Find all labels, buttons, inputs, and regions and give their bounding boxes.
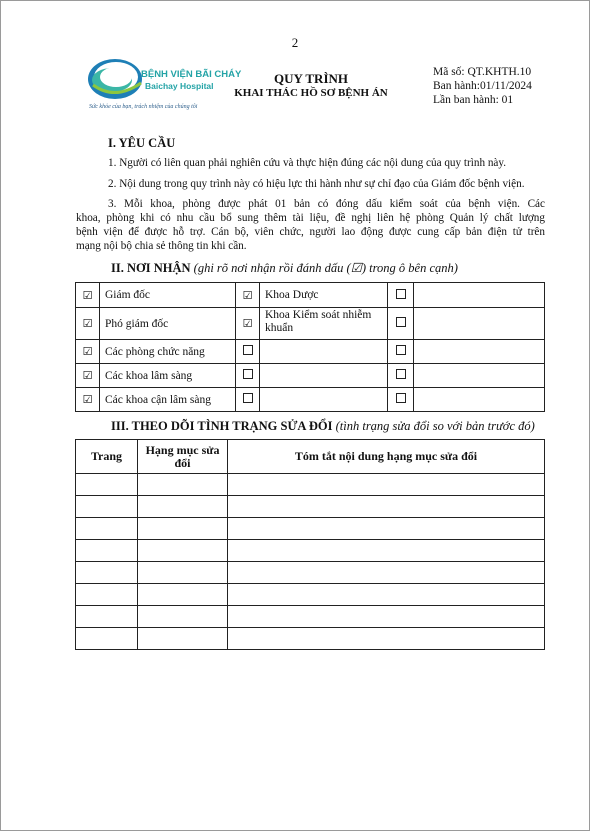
recipient-row xyxy=(76,364,545,388)
revision-col-page: Trang xyxy=(76,440,138,474)
empty-checkbox[interactable] xyxy=(236,340,260,364)
section2-heading: II. NƠI NHẬN xyxy=(111,261,191,275)
section1-paragraph1: 1. Người có liên quan phải nghiên cứu và thực hiện đúng các nội dung của quy trình này. xyxy=(108,157,507,169)
checkbox-square-icon xyxy=(243,393,253,403)
recipient-row xyxy=(76,388,545,412)
section3-heading: III. THEO DÕI TÌNH TRẠNG SỬA ĐỔI xyxy=(111,419,333,433)
revision-cell[interactable] xyxy=(76,518,138,540)
recipient-row xyxy=(76,283,545,308)
revision-row xyxy=(76,562,545,584)
doc-code: Mã số: QT.KHTH.10 xyxy=(433,66,532,78)
revision-header-row xyxy=(76,440,545,474)
revision-row xyxy=(76,606,545,628)
revision-cell[interactable] xyxy=(228,474,545,496)
recipient-label xyxy=(414,364,545,388)
recipient-label: Các khoa cận lâm sàng xyxy=(100,388,236,412)
revision-table-body xyxy=(76,474,545,650)
checked-checkbox[interactable]: ☑ xyxy=(76,388,100,412)
logo-name-line1: BỆNH VIỆN BÃI CHÁY xyxy=(141,69,242,80)
empty-checkbox[interactable] xyxy=(236,388,260,412)
recipient-label xyxy=(414,308,545,340)
checked-checkbox[interactable]: ☑ xyxy=(76,283,100,308)
revision-cell[interactable] xyxy=(228,562,545,584)
checked-checkbox[interactable]: ☑ xyxy=(236,308,260,340)
checked-checkbox[interactable]: ☑ xyxy=(76,308,100,340)
checkbox-square-icon xyxy=(396,289,406,299)
recipient-label: Phó giám đốc xyxy=(100,308,236,340)
revision-cell[interactable] xyxy=(76,496,138,518)
doc-revision: Lần ban hành: 01 xyxy=(433,94,514,106)
section1-paragraph3-line4: mạng nội bộ chia sẻ thông tin khi cần. xyxy=(76,240,247,252)
empty-checkbox[interactable] xyxy=(388,340,414,364)
section3-heading-line xyxy=(111,419,535,434)
checkbox-square-icon xyxy=(243,345,253,355)
revision-row xyxy=(76,540,545,562)
revision-col-item: Hạng mục sửa đổi xyxy=(138,440,228,474)
section1-heading: I. YÊU CẦU xyxy=(108,136,176,150)
revision-cell[interactable] xyxy=(76,628,138,650)
recipient-label xyxy=(260,340,388,364)
revision-row xyxy=(76,584,545,606)
revision-row xyxy=(76,518,545,540)
revision-row xyxy=(76,496,545,518)
checkbox-square-icon xyxy=(396,317,406,327)
logo-slogan: Sức khỏe của bạn, trách nhiệm của chúng tôi xyxy=(89,104,198,110)
revision-table xyxy=(75,439,545,650)
revision-row xyxy=(76,628,545,650)
revision-cell[interactable] xyxy=(76,474,138,496)
revision-cell[interactable] xyxy=(76,540,138,562)
revision-cell[interactable] xyxy=(76,562,138,584)
page-number: 2 xyxy=(291,35,299,50)
recipients-table xyxy=(75,282,545,412)
revision-cell[interactable] xyxy=(76,584,138,606)
section1-paragraph3-line3: bệnh viện để được hỗ trợ. Cán bộ, viên chức, người lao động được cung cấp bản điện tử trên xyxy=(76,226,545,238)
recipient-label: Giám đốc xyxy=(100,283,236,308)
recipient-label xyxy=(260,388,388,412)
section2-heading-line xyxy=(111,260,458,276)
revision-cell[interactable] xyxy=(228,606,545,628)
recipient-label: Khoa Kiểm soát nhiễm khuẩn xyxy=(260,308,388,340)
hospital-logo xyxy=(85,55,242,117)
revision-cell[interactable] xyxy=(138,606,228,628)
revision-cell[interactable] xyxy=(76,606,138,628)
logo-name-line2: Baichay Hospital xyxy=(145,81,214,91)
revision-cell[interactable] xyxy=(138,518,228,540)
recipient-label xyxy=(414,340,545,364)
revision-cell[interactable] xyxy=(138,628,228,650)
revision-cell[interactable] xyxy=(138,540,228,562)
recipient-label: Các phòng chức năng xyxy=(100,340,236,364)
section2-note: (ghi rõ nơi nhận rồi đánh dấu (☑) trong ô bên cạnh) xyxy=(193,261,458,275)
checked-checkbox[interactable]: ☑ xyxy=(76,340,100,364)
checked-checkbox[interactable]: ☑ xyxy=(76,364,100,388)
checkbox-square-icon xyxy=(243,369,253,379)
recipient-label xyxy=(414,283,545,308)
revision-cell[interactable] xyxy=(228,496,545,518)
recipient-row xyxy=(76,308,545,340)
revision-cell[interactable] xyxy=(138,496,228,518)
document-title: QUY TRÌNH xyxy=(273,71,349,86)
section1-paragraph3-line1: 3. Mỗi khoa, phòng được phát 01 bản có đóng dấu kiểm soát của bệnh viện. Các xyxy=(108,198,545,210)
revision-cell[interactable] xyxy=(228,584,545,606)
doc-issued-date: Ban hành:01/11/2024 xyxy=(433,80,532,92)
section1-paragraph3-line2: khoa, phòng khi có nhu cầu bổ sung thêm tài liệu, đề nghị liên hệ phòng Quản lý chất lượng xyxy=(76,212,545,224)
revision-cell[interactable] xyxy=(138,584,228,606)
empty-checkbox[interactable] xyxy=(388,308,414,340)
revision-col-summary: Tóm tắt nội dung hạng mục sửa đổi xyxy=(228,440,545,474)
recipient-row xyxy=(76,340,545,364)
recipient-label xyxy=(260,364,388,388)
document-subtitle: KHAI THÁC HỒ SƠ BỆNH ÁN xyxy=(234,87,388,99)
recipient-label xyxy=(414,388,545,412)
empty-checkbox[interactable] xyxy=(388,388,414,412)
checkbox-square-icon xyxy=(396,345,406,355)
recipients-table-body xyxy=(76,283,545,412)
checkbox-square-icon xyxy=(396,369,406,379)
empty-checkbox[interactable] xyxy=(388,283,414,308)
revision-cell[interactable] xyxy=(228,518,545,540)
revision-cell[interactable] xyxy=(138,474,228,496)
empty-checkbox[interactable] xyxy=(388,364,414,388)
revision-cell[interactable] xyxy=(228,628,545,650)
section3-note: (tình trạng sửa đổi so với bản trước đó) xyxy=(335,419,535,433)
revision-cell[interactable] xyxy=(228,540,545,562)
recipient-label: Khoa Dược xyxy=(260,283,388,308)
checkbox-square-icon xyxy=(396,393,406,403)
revision-cell[interactable] xyxy=(138,562,228,584)
section1-paragraph2: 2. Nội dung trong quy trình này có hiệu lực thi hành như sự chỉ đạo của Giám đốc bệnh viện. xyxy=(108,178,525,190)
checked-checkbox[interactable]: ☑ xyxy=(236,283,260,308)
recipient-label: Các khoa lâm sàng xyxy=(100,364,236,388)
revision-row xyxy=(76,474,545,496)
empty-checkbox[interactable] xyxy=(236,364,260,388)
